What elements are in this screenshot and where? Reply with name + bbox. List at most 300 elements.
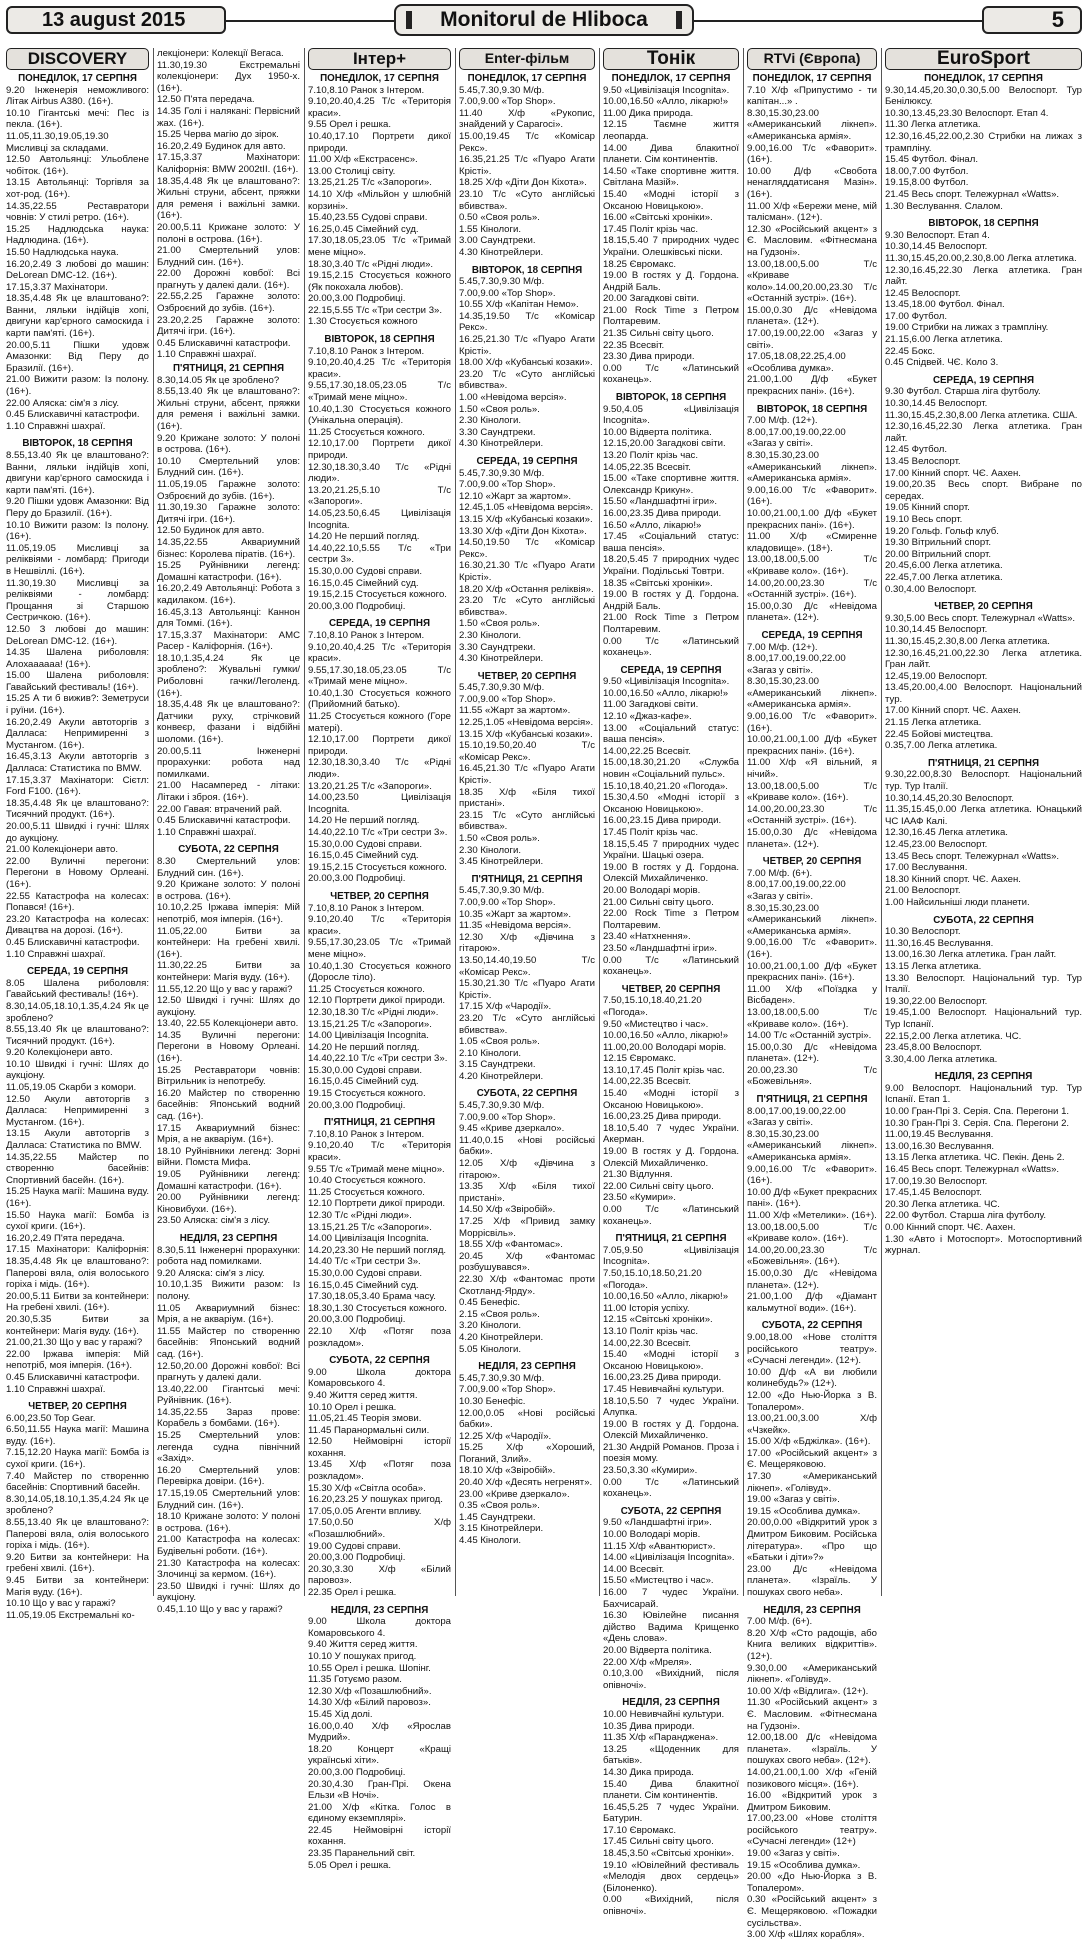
program-listing: 11.00 Загадкові світи. (603, 699, 699, 711)
channel-name: Enter-фільм (459, 48, 595, 70)
program-listing: 10.00 Гран-Прі 3. Серія. Спа. Перегони 1. (885, 1106, 1070, 1118)
program-listing: 3.30,4.00 Легка атлетика. (885, 1053, 998, 1065)
program-listing: 15.00,19.45 Т/с «Комісар Рекс». (459, 130, 595, 154)
program-listing: 20.00 Володарі морів. (603, 884, 701, 896)
program-listing: 16.35,21.25 Т/с «Пуаро Агати Крісті». (459, 154, 595, 177)
program-listing: 21.00 Смертельний улов: Блудний син. (16+). (157, 245, 300, 268)
program-listing: 16.15,0.45 Сімейний суд. (308, 1279, 419, 1291)
program-listing: 9.55 Орел і решка. (308, 119, 391, 131)
program-listing: 0.10,3.00 «Вихідний, після опівночі». (603, 1668, 739, 1691)
program-listing: 4.30 Кінотрейлери. (459, 438, 544, 450)
program-listing: 18.30,3.40 Т/с «Рідні люди». (308, 258, 434, 270)
program-listing: 18.35 Х/ф «Біля тихої пристані». (459, 786, 595, 810)
program-listing: 13.00,18.00,5.00 Т/с «Криваве коло». (16+). (747, 1006, 877, 1030)
program-listing: 7.50,15.10,18.40,21.20 «Погода». (603, 995, 702, 1018)
program-listing: 3.30 Саундтреки. (459, 426, 536, 438)
program-listing: 11.05,19.05 Скарби з комори. (6, 1082, 137, 1094)
program-listing: 9.00,16.00 Т/с «Фаворит». (16+). (747, 142, 877, 166)
program-listing: 23.50 Швидкі і гучні: Шлях до аукціону. (157, 1580, 300, 1604)
program-listing: 10.00,21.00,1.00 Д/ф «Букет прекрасних пані». (16+). (747, 960, 877, 984)
program-listing: 17.15,3.37 Махінатори: AMC Расер - Каліфорнія. (16+). (157, 629, 300, 653)
program-listing: 21.00 Колекціонери авто. (6, 844, 118, 856)
program-listing: 17.00 Кінний спорт. ЧЄ. Аахен. (885, 467, 1021, 479)
program-listing: 1.10 Справжні шахраї. (6, 420, 106, 432)
program-listing: 22.35 Всесвіт. (603, 339, 665, 351)
day-heading: ПОНЕДІЛОК, 17 СЕРПНЯ (752, 73, 872, 84)
program-listing: 10.40,1.30 Стосується кожного (Унікальна операція). (308, 403, 451, 427)
program-listing: 16.20 Смертельний улов: Перевірка довіри. (16+). (157, 1464, 300, 1488)
program-listing: 20.00,3.00 Подробиці. (308, 1766, 406, 1778)
program-listing: 19.00 В гостях у Д. Гордона. Олексій Михайличенко. (603, 1418, 739, 1442)
program-listing: 15.10,19.50,20.40 Т/с «Комісар Рекс». (459, 740, 595, 763)
program-listing: 20.00 Загадкові світи. (603, 293, 700, 305)
program-listing: 16.45,3.13 Акули автоторгів з Далласа: Статистика по BMW. (6, 751, 149, 775)
day-heading: СЕРЕДА, 19 СЕРПНЯ (620, 664, 722, 676)
program-listing: 10.00 Невивчайні культури. (603, 1708, 725, 1720)
program-listing: 4.30 Кінотрейлери. (459, 653, 544, 665)
program-listing: 15.50 Наука магії: Бомба із сухої криги. (16+). (6, 1209, 149, 1233)
program-listing: 20.30,5.35 Битви за контейнери: Магія вуду. (16+). (6, 1313, 149, 1337)
program-listing: 12.45 Футбол. (885, 444, 948, 456)
program-listing: 14.30 Х/ф «Білий паровоз». (308, 1697, 431, 1709)
program-listing: 10.30 Гран-Прі 3. Серія. Спа. Перегони 2. (885, 1117, 1070, 1129)
program-listing: 14.00,22.35 Всесвіт. (603, 1076, 691, 1088)
program-listing: 13.15 Автольянці: Торгівля за хот-род. (16+). (6, 177, 149, 200)
program-listing: 3.15 Кінотрейлери. (459, 1523, 544, 1535)
program-listing: 21.15 Легка атлетика. (885, 717, 982, 729)
program-listing: 9.55,17.30,23.05 Т/с «Тримай мене міцно». (308, 937, 451, 960)
program-listing: 11.35 Х/ф «Паранджена». (603, 1732, 719, 1744)
program-listing: 15.00,0.30 Д/с «Невідома планета». (12+). (747, 827, 877, 850)
program-listing: 16.20,2.49 Автольянці: Робота з кадилаком. (16+). (157, 583, 300, 606)
program-listing: 6.00,23.50 Top Gear. (6, 1412, 96, 1424)
program-listing: 23.15 Т/с «Суто англійські вбивства». (459, 809, 595, 833)
program-listing: 0.30 «Російський акцент» з Є. Мещеряковою. «Пожадки сусільства». (747, 1894, 877, 1929)
day-heading: ПОНЕДІЛОК, 17 СЕРПНЯ (18, 73, 137, 84)
program-listing: 19.30 Вітрильний спорт. (885, 537, 992, 549)
program-listing: 17.45 Невивчайні культури. (603, 1383, 725, 1395)
program-listing: 15.30,0.00 Судові справи. (308, 565, 423, 577)
program-listing: 15.25 Х/ф «Хороший, Поганий, Злий». (459, 1442, 595, 1465)
program-listing: 9.20 Пішки удовж Амазонки: Від Перу до Бразилії. (16+). (6, 496, 149, 519)
program-listing: 8.30,14.05 Як це зроблено? (157, 374, 280, 386)
program-listing: 9.50 «Цивілізація Incognita». (603, 676, 730, 688)
program-listing: 20.00 Вітрильний спорт. (885, 548, 992, 560)
program-listing: 10.30,13.45,23.30 Велоспорт. Етап 4. (885, 107, 1049, 119)
program-listing: 17.25 Х/ф «Привид замку Моррісвіль». (459, 1216, 595, 1239)
program-listing: 13.20,21.25 Т/с «Запороги». (308, 780, 432, 792)
program-listing: 20.45,6.00 Легка атлетика. (885, 560, 1003, 572)
program-listing: 13.45 Велоспорт. (885, 456, 961, 467)
program-listing: 1.10 Справжні шахраї. (157, 349, 257, 361)
program-listing: 15.00,0.30 Д/с «Невідома планета». (12+). (747, 1041, 877, 1065)
day-heading: НЕДІЛЯ, 23 СЕРПНЯ (934, 1071, 1033, 1083)
program-listing: 12.10 «Джаз-кафе». (603, 711, 692, 723)
program-listing: 7.40 Майстер по створенню басейнів: Спортивний басейн. (6, 1470, 149, 1494)
day-heading: ПОНЕДІЛОК, 17 СЕРПНЯ (611, 73, 731, 84)
program-listing: 22.45 Бокс. (885, 345, 936, 357)
program-listing: 5.45,7.30,9.30 М/ф. (459, 84, 545, 96)
program-listing: 15.00 «Таке спортивне життя. Олександр Крикун». (603, 473, 739, 496)
program-listing: 10.10 Що у вас у гаражі? (6, 1598, 116, 1610)
program-listing: 22.10 Х/ф «Потяг поза розкладом». (308, 1325, 451, 1349)
program-listing: 17.15,3.37 Махінатори: Каліфорнія: BMW 2002tII. (16+). (157, 152, 300, 175)
program-listing: 17.00 Футбол. (885, 310, 948, 322)
program-listing: 7.00 М/ф. (6+). (747, 1616, 813, 1628)
program-listing: 12.30,16.45,22.30 Легка атлетика. Гран лайт. (885, 264, 1082, 288)
program-listing: 23.20 Т/с «Суто англійські вбивства». (459, 1012, 595, 1036)
program-listing: 23.45,8.00 Велоспорт. (885, 1042, 982, 1054)
program-listing: 15.45 Футбол. Фінал. (885, 154, 979, 166)
program-listing: 23.50,3.30 «Кумири». (603, 1465, 698, 1477)
program-listing: 1.50 «Своя роль». (459, 618, 540, 630)
program-listing: 18.25 Х/ф «Діти Дон Кіхота». (459, 177, 587, 189)
program-listing: 11.00 Історія успіху. (603, 1302, 690, 1314)
program-listing: 2.30 Кінологи. (459, 415, 522, 427)
program-listing: 0.45,1.10 Що у вас у гаражі? (157, 1603, 283, 1615)
program-listing: 8.55,13.40 Як це влаштовано?: Жильні струни, абсент, пряжки для ременя і важільні замки. (16+). (157, 386, 300, 432)
program-listing: 12.15 «Світські хроніки». (603, 1314, 713, 1326)
day-heading: СУБОТА, 22 СЕРПНЯ (178, 844, 279, 856)
program-listing: 20.00,3.00 Подробиці. (308, 1099, 406, 1111)
program-listing: 8.55,13.40 Як це влаштовано?: Ванни, ляльки індійців хопі, двигуни кар'єрного самоскида і карти пам'яті. (16+). (6, 450, 149, 496)
program-listing: 12.30 Х/ф «Дівчина з гітарою». (459, 931, 595, 955)
program-listing: 1.45 Саундтреки. (459, 1511, 536, 1523)
program-listing: 14.35,19.50 Т/с «Комісар Рекс». (459, 310, 595, 334)
program-listing: 21.00 Х/ф «Кітка. Голос в єдиному екземплярі». (308, 1801, 451, 1825)
program-listing: 10.40,1.30 Стосується кожного (Прийомний батько). (308, 687, 451, 711)
program-listing: 1.55 Кінологи. (459, 223, 522, 235)
program-listing: 17.30,18.05,3.40 Брама часу. (308, 1291, 436, 1303)
program-listing: 11.30 Легка атлетика. (885, 119, 981, 131)
program-listing: 8.30,15.30,23.00 «Американський лікнеп». «Американська армія». (747, 676, 877, 711)
program-listing: 22.35 Орел і решка. (308, 1587, 397, 1598)
program-listing: 20.00,5.11 Інженерні прорахунки: робота над помилками. (157, 745, 300, 780)
program-listing: 1.30 Веслування. Слалом. (885, 200, 1003, 212)
column-tonik (603, 48, 739, 1918)
program-listing: 9.10,20.40,4.25 Т/с «Територія краси». (308, 357, 451, 380)
program-listing: 13.15 Х/ф «Кубанські козаки». (459, 728, 593, 740)
program-listing: 9.00,18.00 «Нове століття російського театру». «Сучасні легенди». (12+). (747, 1331, 877, 1367)
program-listing: 8.30,14.05,18.10,1.35,4.24 Як це зроблено? (6, 1493, 149, 1517)
program-listing: 9.30,0.00 «Американський лікнеп». «Голівуд». (747, 1662, 877, 1686)
program-listing: 9.50 «Мистецтво і час». (603, 1018, 709, 1030)
day-heading: ВІВТОРОК, 18 СЕРПНЯ (324, 334, 435, 346)
program-listing: 1.50 «Своя роль». (459, 403, 540, 415)
program-listing: 1.00 Найсильніші люди планети. (885, 896, 1030, 908)
day-heading: ПОНЕДІЛОК, 17 СЕРПНЯ (320, 73, 439, 84)
program-listing: 21.35 Сильні світу цього. (603, 328, 714, 340)
program-listing: 17.45,1.45 Велоспорт. (885, 1187, 982, 1199)
program-listing: 14.35,22.55 Реставратори човнів: У стилі ретро. (16+). (6, 200, 149, 224)
program-listing: 9.10,20.40 Т/с «Територія краси». (308, 914, 451, 937)
program-listing: 18.10 Х/ф «Звіробій». (459, 1465, 556, 1477)
program-listing: 1.00 «Невідома версія». (459, 392, 567, 404)
program-listing: 10.00,16.50 «Алло, лікарю!» (603, 687, 729, 699)
program-listing: 17.45 Політ крізь час. (603, 827, 699, 838)
program-listing: 7.10 Х/ф «Припустимо - ти капітан...» . (747, 84, 877, 108)
program-listing: 8.00,17.00,19.00,22.00 «Заraз у світі». (747, 879, 846, 902)
program-listing: 11.25 Стосується кожного. (308, 1186, 425, 1198)
program-listing: 11.05,22.00 Битви за контейнери: На гребені хвилі. (16+). (157, 925, 300, 960)
program-listing: 7.00,9.00 «Top Shop». (459, 96, 556, 108)
program-listing: 9.30,22.00,8.30 Велоспорт. Національний тур. Тур Італії. (885, 769, 1082, 793)
program-listing: 13.15 Акули автоторгів з Далласа: Статистика по BMW. (6, 1128, 149, 1152)
program-listing: 20.00,0.00 «Відкритий урок з Дмитром Биковим. Російська література». «Про що «Батьки і діти»?» (747, 1517, 877, 1564)
program-listing: 8.00,17.00,19.00,22.00 «Заraз у світі». (747, 426, 846, 450)
program-listing: 12.00,0.05 «Нові російські бабки». (459, 1407, 595, 1431)
program-listing: 22.15,5.55 Т/с «Три сестри 3». (308, 304, 443, 316)
program-listing: 7.10,8.10 Ранок з Інтером. (308, 629, 425, 641)
program-listing: 8.30,15.30,23.00 «Американський лікнеп». «Американська армія». (747, 1128, 877, 1164)
page-header (6, 4, 1082, 40)
program-listing: 19.45,1.00 Велоспорт. Національний тур. Тур Іспанії. (885, 1007, 1082, 1030)
program-listing: 13.00,18.00,5.00 Т/с «Криваве коло».14.00,20.00,23.30 Т/с «Останній зустрі». (16+). (747, 258, 877, 305)
program-listing: 11.45 Паранормальні сили. (308, 1424, 430, 1436)
program-listing: 14.00 Цивілізація Incognita. (308, 1030, 429, 1042)
program-listing: 20.30,3.30 Х/ф «Білий паровоз». (308, 1563, 451, 1587)
day-heading: П'ЯТНИЦЯ, 21 СЕРПНЯ (323, 1117, 436, 1129)
program-listing: 18.30,1.30 Стосується кожного. (308, 1302, 447, 1314)
program-listing: 9.30,14.45,20.30,0.30,5.00 Велоспорт. Тур Бенілюксу. (885, 84, 1082, 108)
program-listing: 14.00,20.00,23.30 Т/с «Останній зустрі». (16+). (747, 577, 877, 601)
program-listing: 16.30,21.30 Т/с «Пуаро Агати Крісті». (459, 560, 595, 583)
day-heading: ЧЕТВЕР, 20 СЕРПНЯ (934, 601, 1033, 613)
program-listing: 16.00,23.15 Дива природи. (603, 815, 722, 827)
program-listing: 10.30,14.45 Велоспорт. (885, 624, 988, 636)
program-listing: 13.40,22.00 Гігантські мечі: Руйнівник. (16+). (157, 1383, 300, 1407)
program-listing: 11.25 Стосується кожного (Горе матері). (308, 711, 451, 734)
program-listing: 18.10,5.50 7 чудес України. Алупка. (603, 1395, 739, 1419)
program-listing: 0.00 Кінний спорт. ЧЄ. Аахен. (885, 1222, 1016, 1233)
program-listing: 13.45,18.00 Футбол. Фінал. (885, 299, 1005, 311)
program-listing: 2.30 Кінологи. (459, 629, 522, 641)
program-listing: 17.15,3.37 Махінатори. (6, 281, 108, 293)
program-listing: 17.00 Веслування. (885, 862, 968, 874)
program-listing: 9.20 Битви за контейнери: На гребені хвилі. (16+). (6, 1551, 149, 1575)
program-listing: 17.45 «Соціальний статус: ваша пенсія». (603, 531, 739, 554)
program-listing: 17.00,19.30 Велоспорт. (885, 1175, 988, 1187)
program-listing: 10.55 Х/ф «Капітан Немо». (459, 299, 579, 311)
program-listing: 21.00 Сильні світу цього. (603, 896, 714, 908)
program-listing: 17.50,0.50 Х/ф «Позашлюбний». (308, 1517, 451, 1541)
program-listing: 10.30,14.45,20.30 Велоспорт. (885, 792, 1014, 804)
program-listing: 21.00 Rock Time з Петром Полтаревим. (603, 304, 739, 328)
program-listing: 19.10 «Ювілейний фестиваль «Мелодія двох сердець» (Білоненко). (603, 1859, 739, 1894)
program-listing: 11.00,19.45 Веслування. (885, 1129, 994, 1141)
column-divider (153, 48, 154, 1596)
program-listing: 13.10,17.45 Політ крізь час. (603, 1064, 725, 1076)
program-listing: 16.15,0.45 Сімейний суд. (308, 577, 419, 589)
program-listing: 17.15,3.37 Махінатори: Сієтл: Ford F100. (16+). (6, 774, 149, 798)
program-listing: 16.00,23.25 Дива природи. (603, 1111, 722, 1123)
program-listing: 23.50 «Кумири». (603, 1192, 676, 1204)
program-listing: 19.00 В гостях у Д. Гордона. Олексій Михайличенко. (603, 861, 739, 885)
channel-name: DISCOVERY (6, 48, 149, 70)
program-listing: 13.15,21.25 Т/с «Запороги». (308, 1018, 432, 1030)
program-listing: 12.50,20.00 Дорожні ковбої: Всі прагнуть у далекі дали. (157, 1360, 300, 1384)
program-listing: 11.40 Х/ф «Рукопис, знайдений у Сарагосі». (459, 107, 595, 131)
program-listing: 13.10 Політ крізь час. (603, 1325, 699, 1337)
program-listing: 9.20 Крижане золото: У полоні в острова. (16+). (157, 432, 300, 456)
program-listing: 16.00 7 чудес України. Бахчисарай. (603, 1587, 739, 1610)
program-listing: 15.40 «Модні історії з Оксаною Новицькою». (603, 1349, 739, 1372)
program-listing: 11.30,19.30 Екстремальні колекціонери: Дух 1950-х. (16+). (157, 59, 300, 94)
program-listing: 19.20 Гольф. Гольф клуб. (885, 525, 999, 537)
program-listing: 16.20,2.49 Будинок для авто. (157, 140, 286, 152)
program-listing: 9.00 Школа доктора Комаровського 4. (308, 1616, 451, 1639)
program-listing: 21.00 Велоспорт. (885, 885, 961, 897)
column-divider (881, 48, 882, 1596)
program-listing: 14.00 Цивілізація Incognita. (308, 1233, 429, 1245)
program-listing: лекціонери: Колекції Вегаса. (157, 48, 284, 59)
program-listing: 15.30,4.50 «Модні історії з Оксаною Новицькою». (603, 792, 739, 815)
program-listing: 16.00 «Світські хроніки». (603, 212, 713, 224)
program-listing: 17.00,19.00,22.00 «Заraз у світі». (747, 328, 877, 351)
program-listing: 13.00,16.30 Легка атлетика. Гран лайт. (885, 949, 1057, 961)
program-listing: 7.00,9.00 «Top Shop». (459, 1111, 556, 1123)
day-heading: ЧЕТВЕР, 20 СЕРПНЯ (762, 856, 862, 868)
program-listing: 12.50 З любові до машин: DeLorean DMC-12. (16+). (6, 623, 149, 647)
program-listing: 16.45,3.13 Автольянці: Каннон для Томмі. (16+). (157, 606, 300, 630)
day-heading: СУБОТА, 22 СЕРПНЯ (620, 1505, 722, 1517)
program-listing: 19.15,2.15 Стосується кожного (Як покохала любов). (308, 270, 451, 293)
program-listing: 13.15 Легка атлетика. ЧС. Пекін. День 2. (885, 1152, 1065, 1164)
program-listing: 11.25 Стосується кожного. (308, 426, 425, 438)
tv-listings (6, 48, 1082, 1941)
program-listing: 9.45 Битви за контейнери: Магія вуду. (16+). (6, 1575, 149, 1598)
program-listing: 12.25,1.05 «Невідома версія». (459, 717, 594, 729)
program-listing: 16.00 «Відкритий урок з Дмитром Биковим. (747, 1790, 877, 1813)
program-listing: 15.50 «Мистецтво і час». (603, 1575, 714, 1587)
program-listing: 12.00,18.00 Д/с «Невідома планета». «Ізраїль. У пошуках свого неба». (12+). (747, 1732, 877, 1767)
program-listing: 20.00,3.00 Подробиці. (308, 1552, 406, 1564)
program-listing: 0.50 «Своя роль». (459, 212, 540, 224)
program-listing: 10.00 Д/ф «Свобота ненагляддатисаня Мазін». (16+). (747, 165, 877, 200)
program-listing: 7.15,12.20 Наука магії: Бомба із сухої криги. (16+). (6, 1447, 149, 1471)
program-listing: 10.10 Гігантські мечі: Пес із пекла. (16+). (6, 107, 149, 131)
program-listing: 3.30 Саундтреки. (459, 641, 536, 653)
program-listing: 12.30 «Російський акцент» з Є. Масловим. «Фітнесмана на Гудзоні». (747, 223, 877, 258)
program-listing: 18.55 Х/ф «Фантомас». (459, 1239, 563, 1251)
program-listing: 7.00,9.00 «Top Shop». (459, 693, 556, 705)
day-heading: ВІВТОРОК, 18 СЕРПНЯ (615, 392, 727, 404)
program-listing: 23.00 «Криве дзеркало». (459, 1488, 570, 1500)
program-listing: 0.35 «Своя роль». (459, 1500, 540, 1512)
program-listing: 10.10 Смертельний улов: Блудний син. (16+). (157, 455, 300, 479)
program-listing: 21.30 Катастрофа на колесах: Злочинці за кермом. (16+). (157, 1557, 300, 1581)
program-listing: 8.30,15.30,23.00 «Американський лікнеп». «Американська армія». (747, 902, 877, 937)
program-listing: 16.20,2.49 Акули автоторгів з Далласа: Непримиренні з Мустангом. (16+). (6, 716, 149, 751)
program-listing: 13.00 «Соціальний статус: ваша пенсія». (603, 722, 739, 746)
program-listing: 19.00 Судові справи. (308, 1540, 401, 1552)
program-listing: 20.40 Х/ф «Десять негренят». (459, 1477, 593, 1489)
program-listing: 1.05 «Своя роль». (459, 1036, 540, 1048)
program-listing: 22.00 Сильні світу цього. (603, 1180, 714, 1192)
program-listing: 11.05,19.05 Екстремальні ко- (6, 1609, 135, 1621)
program-listing: 1.10 Справжні шахраї. (6, 948, 106, 960)
program-listing: 8.30,5.11 Інженерні прорахунки: робота над помилками. (157, 1244, 300, 1268)
day-heading: СЕРЕДА, 19 СЕРПНЯ (328, 618, 431, 630)
program-listing: 10.40 Стосується кожного. (308, 1175, 426, 1187)
program-listing: 14.05,22.35 Всесвіт. (603, 461, 691, 473)
program-listing: 9.10,20.40,4.25 Т/с «Територія краси». (308, 641, 451, 665)
program-listing: 14.40,22.10 Т/с «Три сестри 3». (308, 1053, 448, 1065)
day-heading: ВІВТОРОК, 18 СЕРПНЯ (928, 218, 1039, 230)
column-divider (304, 48, 305, 1596)
program-listing: 20.45 Х/ф «Фантомас розбушувався». (459, 1250, 595, 1274)
program-listing: 14.35 Вуличні перегони: Перегони в Новому Орлеані. (16+). (157, 1029, 300, 1065)
program-listing: 13.00,18.00,5.00 Т/с «Криваве коло». (16+). (747, 780, 877, 804)
program-listing: 11.05,19.05 Гаражне золото: Озброєний до зубів. (16+). (157, 478, 300, 502)
program-listing: 9.10,20.40 Т/с «Територія краси». (308, 1140, 451, 1164)
program-listing: 11.00 Х/ф «Смиренне кладовище». (18+). (747, 531, 877, 554)
program-listing: 22.45 Бойові мистецтва. (885, 728, 994, 740)
program-listing: 11.00 Дика природа. (603, 107, 694, 119)
program-listing: 19.00 Стрибки на лижах з трампліну. (885, 322, 1049, 334)
program-listing: 19.15 «Особлива думка». (747, 1859, 861, 1871)
program-listing: 12.30,18.30 Т/с «Рідні люди». (308, 1006, 439, 1018)
program-listing: 13.00,18.00,5.00 Т/с «Криваве коло». (16+). (747, 1221, 877, 1245)
program-listing: 8.05 Шалена риболовля: Гавайський фестиваль! (16+). (6, 977, 149, 1001)
program-listing: 11.00 Х/ф «Я вільний, я нічий». (747, 757, 877, 781)
program-listing: 9.20 Інженерія неможливого: Літак Airbus A380. (16+). (6, 84, 149, 108)
program-listing: 22.00 Х/ф «Мреля». (603, 1656, 692, 1668)
header-rule-right (692, 20, 984, 22)
program-listing: 12.10 Портрети дикої природи. (308, 1198, 446, 1210)
program-listing: 12.50 Автольянці: Ульоблене чобіток. (16+). (6, 154, 149, 177)
program-listing: 15.30 Х/ф «Світла особа». (308, 1482, 426, 1494)
day-heading: ЧЕТВЕР, 20 СЕРПНЯ (330, 890, 429, 902)
program-listing: 12.15,20.00 Загадкові світи. (603, 438, 726, 450)
program-listing: 16.15,0.45 Сімейний суд. (308, 1076, 419, 1088)
program-listing: 14.00,22.30 Всесвіт. (603, 1337, 691, 1349)
program-listing: 22.00 Вуличні перегони: Перегони в Новому Орлеані. (16+). (6, 855, 149, 890)
program-listing: 18.25 Євромакс. (603, 258, 677, 270)
program-listing: 14.20 Не перший погляд. (308, 531, 420, 543)
program-listing: 17.15 Аквариумний бізнес: Мрія, а не акваріум. (16+). (157, 1122, 300, 1146)
newspaper-name: Monitorul de Hliboca (440, 8, 648, 31)
program-listing: 13.20,21.25,5.10 Т/с «Запороги». (308, 484, 451, 508)
title-ornament-right (676, 11, 682, 29)
program-listing: 22.00 Аляска: сім'я з лісу. (6, 397, 120, 409)
program-listing: 17.10 Євромакс. (603, 1824, 677, 1836)
title-ornament-left (406, 11, 412, 29)
program-listing: 3.20 Кінологи. (459, 1320, 522, 1332)
program-listing: 22.00 Футбол. Старша ліга футболу. (885, 1210, 1047, 1222)
program-listing: 4.20 Кінотрейлери. (459, 1070, 544, 1082)
day-heading: НЕДІЛЯ, 23 СЕРПНЯ (330, 1604, 429, 1616)
program-listing: 14.00,22.25 Всесвіт. (603, 745, 691, 757)
day-heading: СЕРЕДА, 19 СЕРПНЯ (761, 629, 863, 641)
program-listing: 20.00,5.11 Крижане золото: У полоні в острова. (16+). (157, 221, 300, 245)
program-listing: 3.45 Кінотрейлери. (459, 856, 544, 868)
program-listing: 22.55,2.25 Гаражне золото: Озброєний до зубів. (16+). (157, 291, 300, 315)
program-listing: 19.00 «Заraз у світі». (747, 1848, 840, 1860)
program-listing: 19.00 «Заraз у світі». (747, 1494, 840, 1506)
program-listing: 19.15,8.00 Футбол. (885, 177, 969, 189)
program-listing: 23.50 Аляска: сім'я з лісу. (157, 1215, 271, 1227)
newspaper-title (394, 4, 694, 36)
program-listing: 18.10 Руйнівники легенд: Зорні війни. Помста Мифа. (157, 1145, 300, 1169)
program-listing: 18.20 Концерт «Кращі українські хіти». (308, 1743, 451, 1767)
program-listing: 11.35,15.45,0.00 Легка атлетика. Юнацький ЧС ІААФ Калі. (885, 804, 1082, 827)
day-heading: СЕРЕДА, 19 СЕРПНЯ (476, 456, 578, 467)
program-listing: 0.45 Блискавичні катастрофи. (6, 409, 140, 421)
program-listing: 15.00,0.30 Д/с «Невідома планета». (12+). (747, 1267, 877, 1291)
program-listing: 15.30,0.00 Судові справи. (308, 1267, 423, 1279)
day-heading: П'ЯТНИЦЯ, 21 СЕРПНЯ (172, 363, 285, 375)
